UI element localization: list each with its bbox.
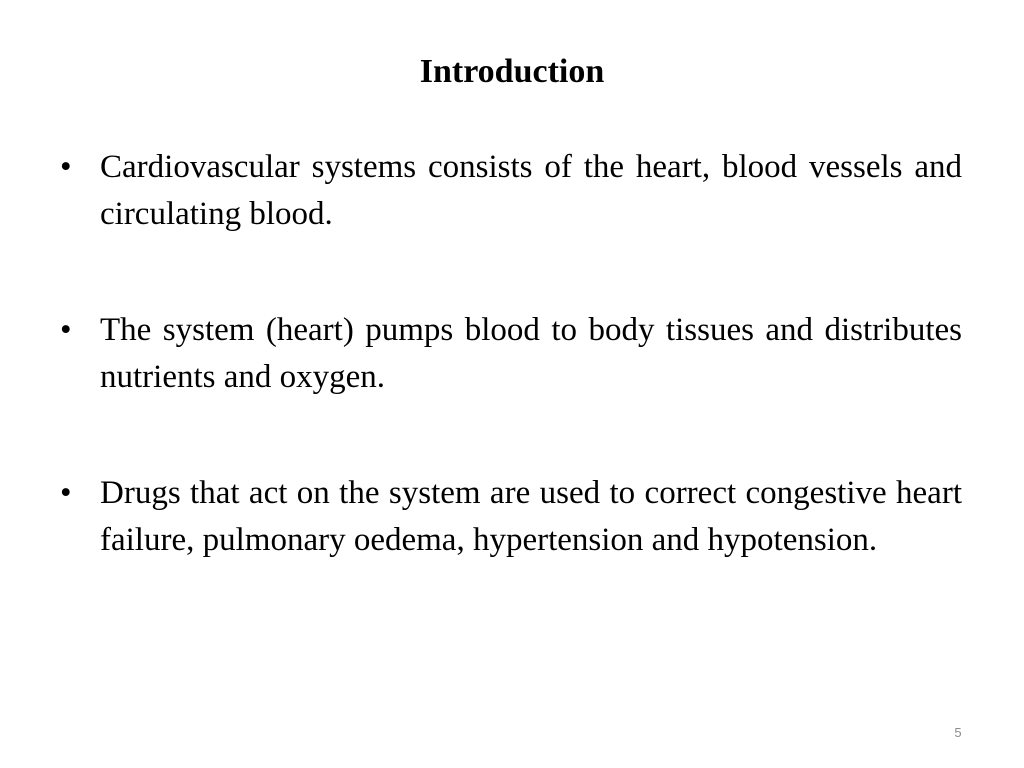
bullet-item bbox=[60, 144, 962, 238]
bullet-list bbox=[60, 144, 962, 564]
bullet-marker-icon: • bbox=[60, 312, 72, 348]
slide-title: Introduction bbox=[419, 53, 605, 90]
bullet-marker-icon: • bbox=[60, 149, 72, 185]
bullet-item bbox=[60, 307, 962, 401]
page-number: 5 bbox=[954, 725, 962, 740]
bullet-text: Cardiovascular systems consists of the heart, blood vessels and circulating blood. bbox=[100, 149, 962, 232]
bullet-item bbox=[60, 470, 962, 564]
bullet-text: Drugs that act on the system are used to correct congestive heart failure, pulmonary oedema, hypertension and hypotension. bbox=[100, 475, 962, 558]
bullet-text: The system (heart) pumps blood to body tissues and distributes nutrients and oxygen. bbox=[100, 312, 962, 395]
bullet-marker-icon: • bbox=[60, 475, 72, 511]
